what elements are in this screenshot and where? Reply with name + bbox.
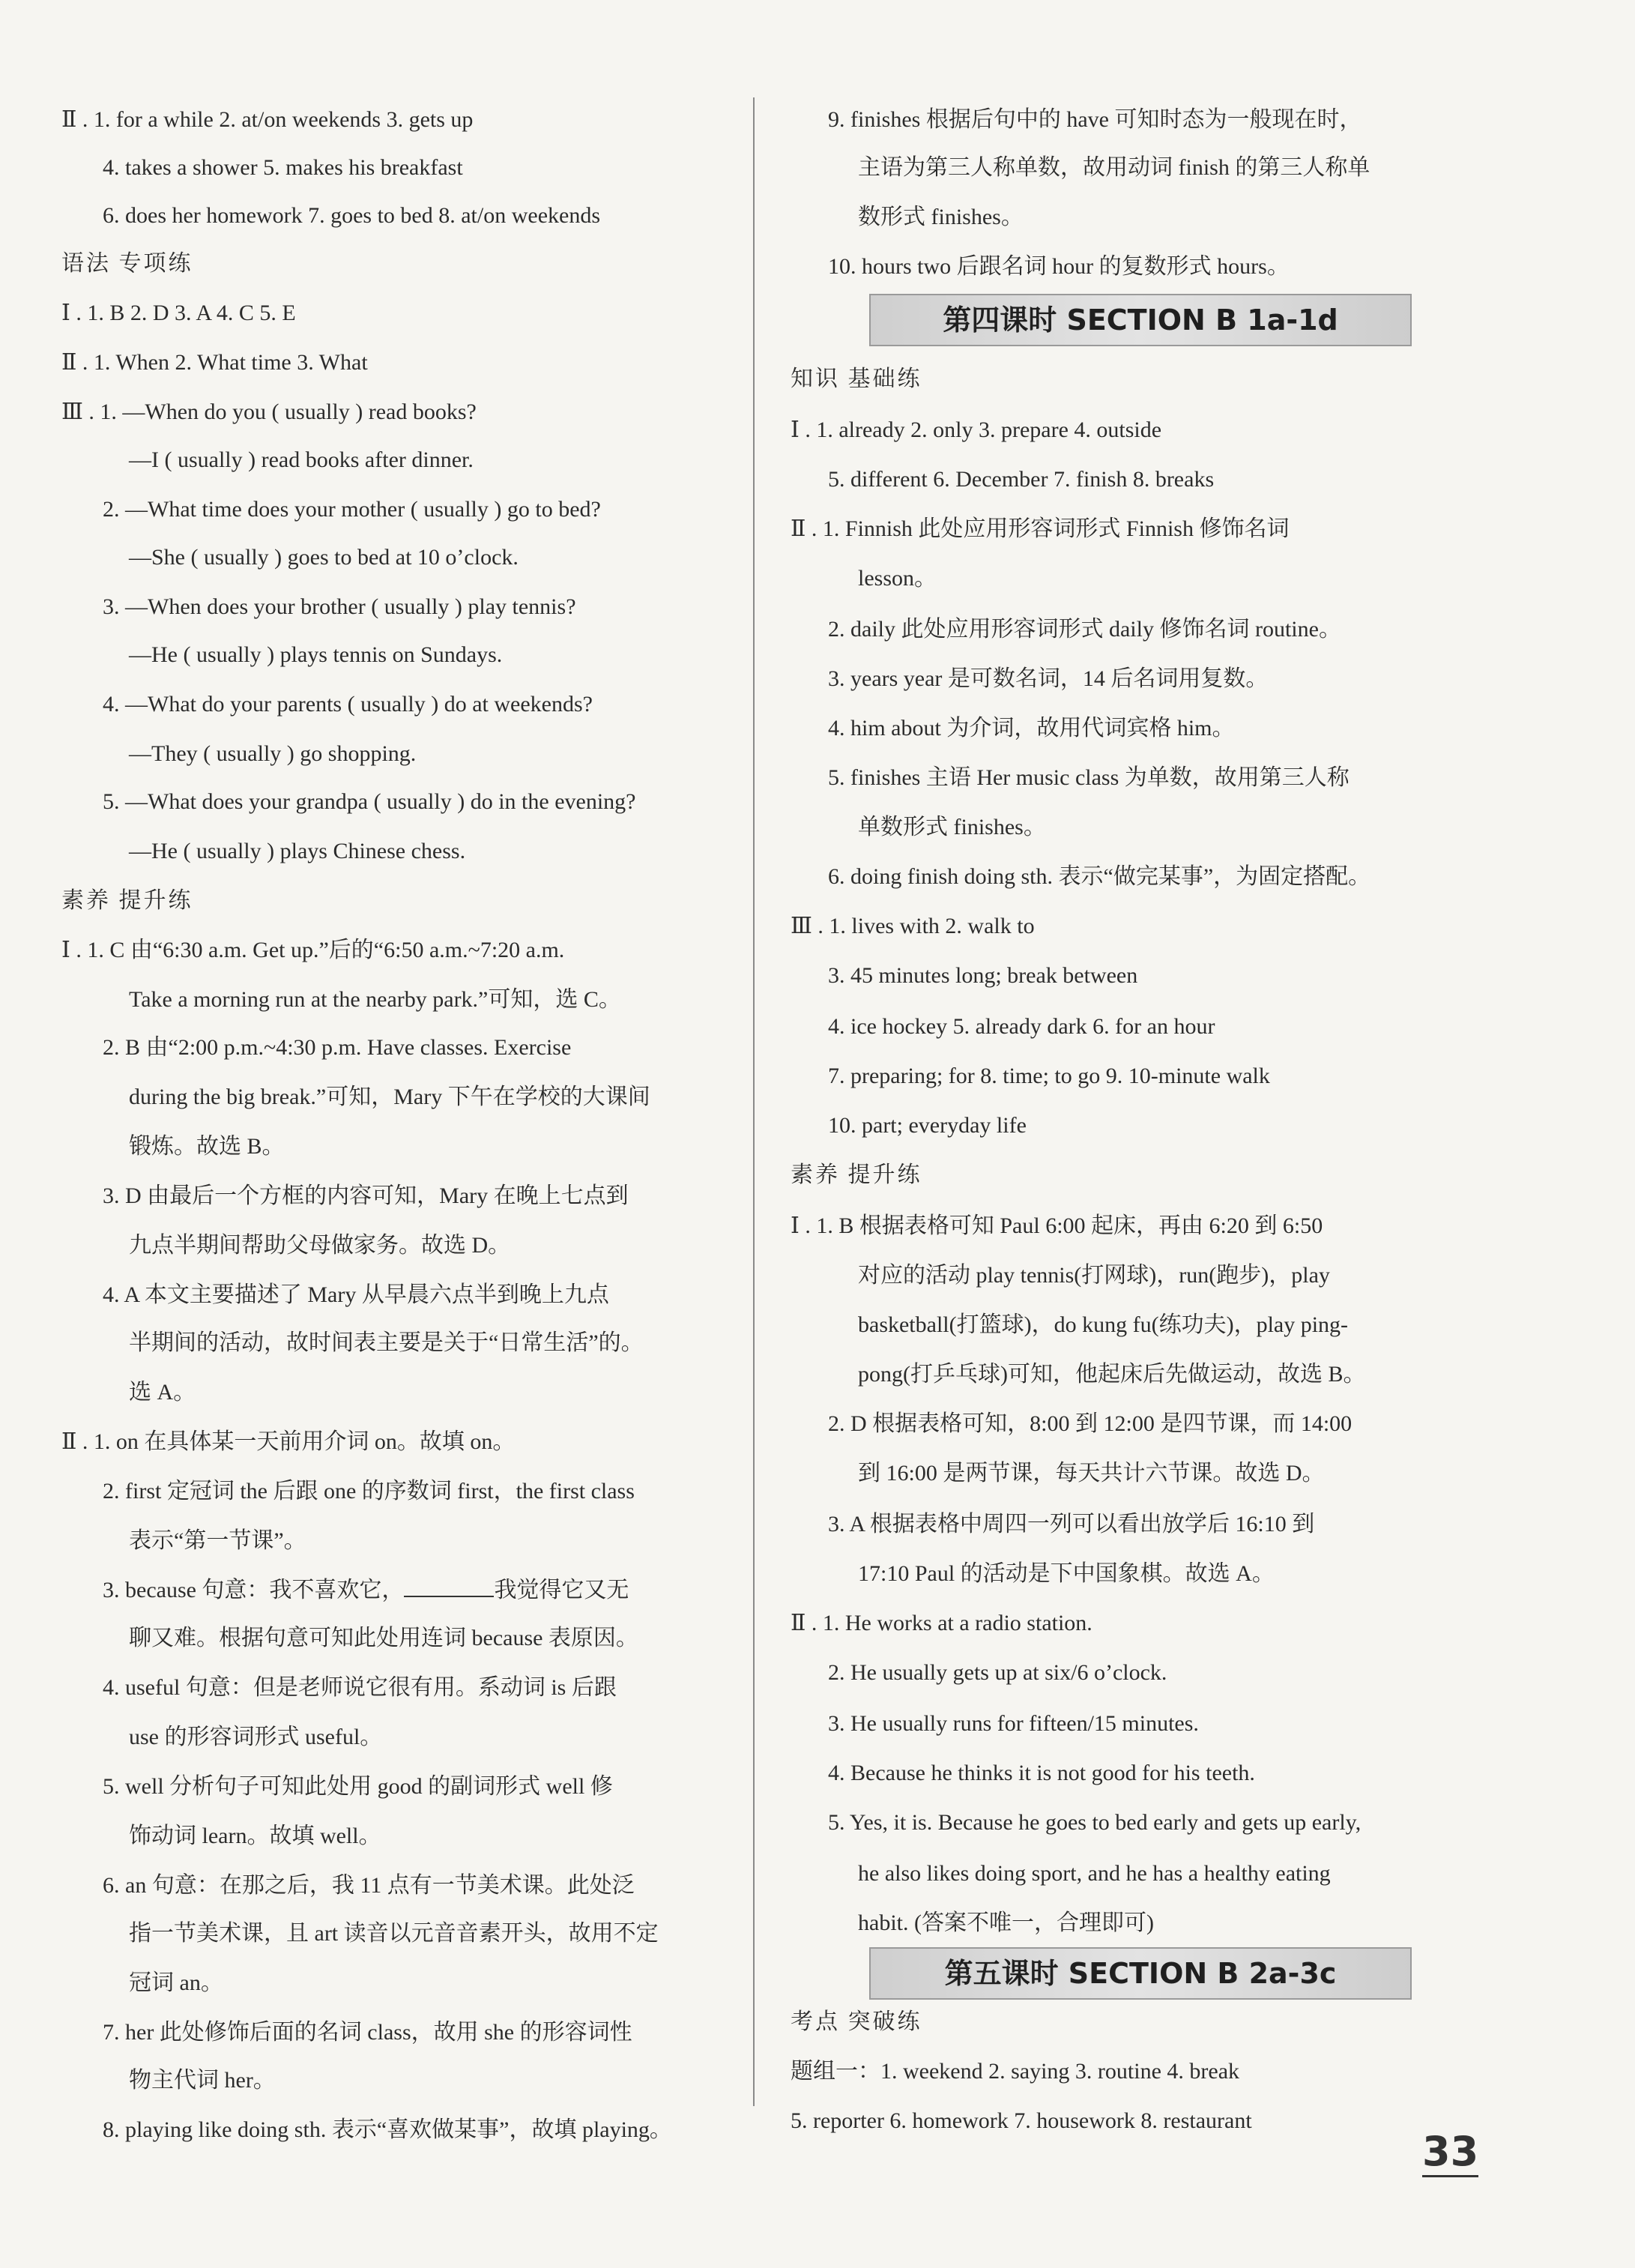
answer-line: 单数形式 finishes。 <box>858 815 1046 839</box>
answer-line: 4. Because he thinks it is not good for his teeth. <box>828 1761 1255 1785</box>
answer-line: 5. well 分析句子可知此处用 good 的副词形式 well 修 <box>103 1774 613 1799</box>
answer-line: use 的形容词形式 useful。 <box>129 1725 383 1749</box>
answer-line: 5. reporter 6. homework 7. housework 8. restaurant <box>791 2108 1252 2133</box>
answer-line: 4. ice hockey 5. already dark 6. for an hour <box>828 1014 1215 1039</box>
answer-line: 6. does her homework 7. goes to bed 8. at/on weekends <box>103 203 601 228</box>
answer-line: 5. —What does your grandpa ( usually ) do in the evening? <box>103 789 636 814</box>
answer-line: 4. takes a shower 5. makes his breakfast <box>103 155 463 180</box>
answer-line: Ⅰ . 1. C 由“6:30 a.m. Get up.”后的“6:50 a.m.~7:20 a.m. <box>61 938 565 962</box>
section-heading: 考点 突破练 <box>791 2009 922 2034</box>
answer-line-tail: 我觉得它又无 <box>494 1578 629 1602</box>
answer-line: Ⅲ . 1. —When do you ( usually ) read books? <box>61 399 477 424</box>
section-heading: 素养 提升练 <box>791 1162 922 1187</box>
answer-line: 4. useful 句意：但是老师说它很有用。系动词 is 后跟 <box>103 1675 617 1700</box>
answer-line: 4. him about 为介词，故用代词宾格 him。 <box>828 716 1235 741</box>
answer-line: 2. B 由“2:00 p.m.~4:30 p.m. Have classes. Exercise <box>103 1035 572 1060</box>
answer-line: Ⅱ . 1. He works at a radio station. <box>791 1611 1092 1635</box>
answer-line: during the big break.”可知，Mary 下午在学校的大课间 <box>129 1085 650 1109</box>
answer-line: 5. finishes 主语 Her music class 为单数，故用第三人称 <box>828 765 1350 790</box>
answer-line: 聊又难。根据句意可知此处用连词 because 表原因。 <box>129 1626 638 1650</box>
answer-line: pong(打乒乓球)可知，他起床后先做运动，故选 B。 <box>858 1362 1366 1387</box>
section-heading: 素养 提升练 <box>61 888 193 913</box>
answer-line: —I ( usually ) read books after dinner. <box>129 447 474 472</box>
answer-line: 6. doing finish doing sth. 表示“做完某事”，为固定搭配。 <box>828 864 1371 889</box>
answer-line: Ⅰ . 1. already 2. only 3. prepare 4. outside <box>791 417 1162 442</box>
answer-line: 饰动词 learn。故填 well。 <box>129 1824 381 1848</box>
answer-line: 2. daily 此处应用形容词形式 daily 修饰名词 routine。 <box>828 617 1341 642</box>
answer-line: he also likes doing sport, and he has a healthy eating <box>858 1861 1331 1886</box>
answer-line: 题组一：1. weekend 2. saying 3. routine 4. break <box>791 2059 1240 2084</box>
page-number: 33 <box>1422 2129 1478 2177</box>
answer-line: 九点半期间帮助父母做家务。故选 D。 <box>129 1233 511 1258</box>
answer-line: 3. 45 minutes long; break between <box>828 963 1138 988</box>
answer-line: 2. He usually gets up at six/6 o’clock. <box>828 1660 1167 1685</box>
answer-line: Ⅲ . 1. lives with 2. walk to <box>791 914 1035 938</box>
answer-line: habit. (答案不唯一，合理即可) <box>858 1910 1154 1935</box>
answer-line: 半期间的活动，故时间表主要是关于“日常生活”的。 <box>129 1330 644 1355</box>
answer-line: 4. —What do your parents ( usually ) do at weekends? <box>103 692 593 717</box>
answer-line: Ⅱ . 1. Finnish 此处应用形容词形式 Finnish 修饰名词 <box>791 516 1290 541</box>
answer-line: 锻炼。故选 B。 <box>129 1134 285 1159</box>
answer-line: 数形式 finishes。 <box>858 205 1024 229</box>
answer-line: —She ( usually ) goes to bed at 10 o’clock. <box>129 545 519 570</box>
answer-line: 5. Yes, it is. Because he goes to bed early and gets up early, <box>828 1810 1362 1835</box>
answer-line: 2. D 根据表格可知，8:00 到 12:00 是四节课，而 14:00 <box>828 1411 1353 1436</box>
fill-in-blank <box>404 1578 494 1597</box>
answer-line: 3. He usually runs for fifteen/15 minutes. <box>828 1711 1199 1736</box>
answer-line: Take a morning run at the nearby park.”可知，选 C。 <box>129 987 621 1012</box>
answer-line: 7. preparing; for 8. time; to go 9. 10-minute walk <box>828 1064 1270 1088</box>
answer-line: 2. —What time does your mother ( usually ) go to bed? <box>103 497 601 522</box>
answer-line: 8. playing like doing sth. 表示“喜欢做某事”，故填 playing。 <box>103 2117 672 2142</box>
answer-line: 对应的活动 play tennis(打网球)，run(跑步)，play <box>858 1263 1330 1288</box>
lesson-banner: 第四课时 SECTION B 1a-1d <box>869 294 1412 346</box>
answer-line: Ⅱ . 1. on 在具体某一天前用介词 on。故填 on。 <box>61 1429 516 1454</box>
answer-line: 物主代词 her。 <box>129 2068 276 2093</box>
answer-line: Ⅰ . 1. B 根据表格可知 Paul 6:00 起床，再由 6:20 到 6:50 <box>791 1213 1323 1238</box>
answer-line: —They ( usually ) go shopping. <box>129 741 417 766</box>
answer-line: 主语为第三人称单数，故用动词 finish 的第三人称单 <box>858 155 1370 180</box>
lesson-banner: 第五课时 SECTION B 2a-3c <box>869 1947 1412 2000</box>
answer-line: basketball(打篮球)，do kung fu(练功夫)，play ping- <box>858 1312 1349 1337</box>
answer-line: 10. part; everyday life <box>828 1113 1027 1138</box>
answer-line: 17:10 Paul 的活动是下中国象棋。故选 A。 <box>858 1561 1275 1586</box>
answer-line: 指一节美术课，且 art 读音以元音音素开头，故用不定 <box>129 1921 659 1946</box>
answer-line: 3. A 根据表格中周四一列可以看出放学后 16:10 到 <box>828 1512 1315 1536</box>
column-divider <box>753 97 755 2106</box>
answer-line: 3. years year 是可数名词，14 后名词用复数。 <box>828 666 1269 691</box>
answer-line: 3. D 由最后一个方框的内容可知，Mary 在晚上七点到 <box>103 1183 629 1208</box>
answer-line: Ⅱ . 1. for a while 2. at/on weekends 3. gets up <box>61 107 474 132</box>
answer-line: —He ( usually ) plays Chinese chess. <box>129 839 466 863</box>
answer-line: 3. because 句意：我不喜欢它， 我觉得它又无 <box>103 1578 629 1602</box>
answer-line: 6. an 句意：在那之后，我 11 点有一节美术课。此处泛 <box>103 1873 635 1898</box>
answer-line: 5. different 6. December 7. finish 8. breaks <box>828 467 1215 492</box>
answer-line: Ⅰ . 1. B 2. D 3. A 4. C 5. E <box>61 301 296 325</box>
answer-line: 到 16:00 是两节课，每天共计六节课。故选 D。 <box>858 1461 1325 1486</box>
section-heading: 知识 基础练 <box>791 367 922 391</box>
answer-line: 表示“第一节课”。 <box>129 1528 306 1553</box>
answer-line: 2. first 定冠词 the 后跟 one 的序数词 first，the first class <box>103 1479 635 1504</box>
answer-line: 9. finishes 根据后句中的 have 可知时态为一般现在时， <box>828 107 1362 132</box>
answer-line: 3. —When does your brother ( usually ) play tennis? <box>103 594 576 619</box>
section-heading: 语法 专项练 <box>61 251 193 276</box>
answer-line: 选 A。 <box>129 1380 196 1405</box>
answer-line: 冠词 an。 <box>129 1970 223 1995</box>
answer-line: 10. hours two 后跟名词 hour 的复数形式 hours。 <box>828 254 1290 279</box>
answer-line: Ⅱ . 1. When 2. What time 3. What <box>61 350 368 375</box>
answer-line: 7. her 此处修饰后面的名词 class，故用 she 的形容词性 <box>103 2020 632 2045</box>
answer-line: 4. A 本文主要描述了 Mary 从早晨六点半到晚上九点 <box>103 1282 609 1307</box>
answer-line: lesson。 <box>858 566 937 591</box>
answer-line: —He ( usually ) plays tennis on Sundays. <box>129 642 503 667</box>
